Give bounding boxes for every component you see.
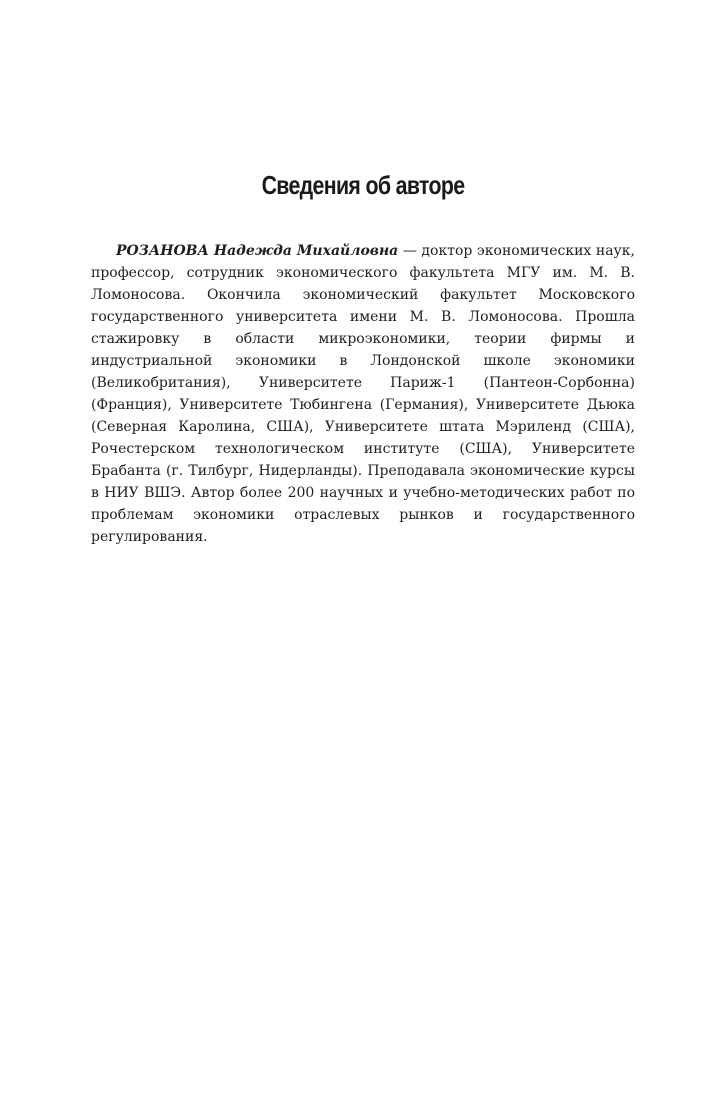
author-name: РОЗАНОВА Надежда Михайловна xyxy=(116,243,399,259)
author-bio-text: — доктор экономических наук, профессор, сотрудник экономического факультета МГУ им. М. В. Ломоносова. Окончила экономический факультет Московского государственного университета имени М. В. Ломоносова. Прошла стажировку в области микроэкономики, теории фирмы и индустриальной экономики в Лондонской школе экономики (Великобритания), Университете Париж-1 (Пантеон-Сорбонна) (Франция), Университете Тюбингена (Германия), Университете Дьюка (Северная Каролина, США), Университете штата Мэриленд (США), Рочестерском технологическом институте (США), Университете Брабанта (г. Тилбург, Нидерланды). Преподавала экономические курсы в НИУ ВШЭ. Автор более 200 научных и учебно-методических работ по проблемам экономики отраслевых рынков и государственного регулирования. xyxy=(91,243,635,545)
section-title: Сведения об авторе xyxy=(261,170,465,200)
author-bio-paragraph xyxy=(91,240,635,548)
